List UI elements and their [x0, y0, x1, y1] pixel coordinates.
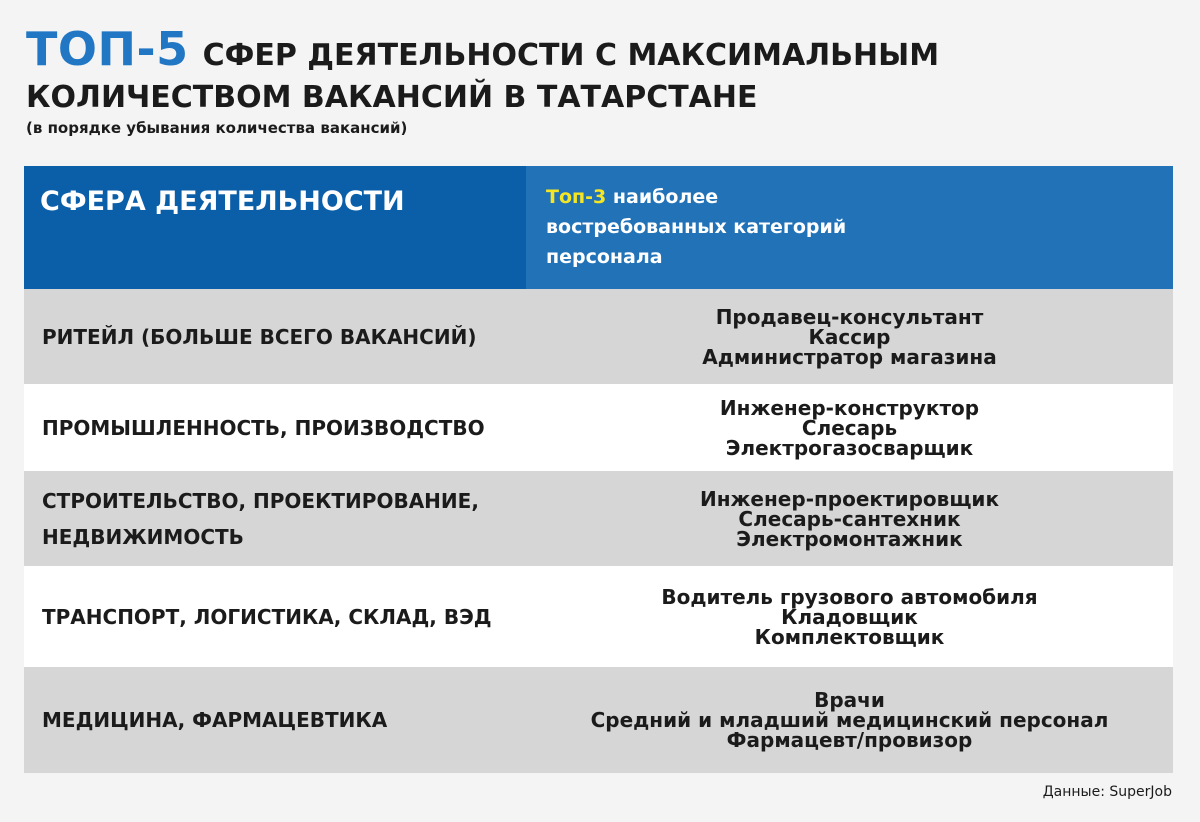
source-credit: Данные: SuperJob [1042, 784, 1172, 800]
job-item: Кладовщик [781, 604, 918, 629]
jobs-cell [526, 584, 1173, 649]
sphere-cell [24, 702, 526, 738]
header-top3-line3: персонала [546, 246, 663, 268]
job-item: Инженер-конструктор [719, 395, 980, 420]
title-line-1: СФЕР ДЕЯТЕЛЬНОСТИ С МАКСИМАЛЬНЫМ [202, 38, 940, 73]
title-line-2: КОЛИЧЕСТВОМ ВАКАНСИЙ В ТАТАРСТАНЕ [26, 80, 758, 115]
job-item: Электрогазосварщик [725, 435, 974, 460]
sphere-cell [24, 319, 526, 355]
job-item: Администратор магазина [702, 344, 997, 369]
job-item: Слесарь-сантехник [738, 506, 961, 531]
job-item: Электромонтажник [736, 526, 963, 551]
sphere-cell [24, 483, 526, 555]
sphere-label: СТРОИТЕЛЬСТВО, ПРОЕКТИРОВАНИЕ, [42, 488, 479, 513]
job-item: Кассир [808, 324, 891, 349]
table-row [24, 471, 1173, 566]
job-item: Врачи [814, 688, 885, 712]
table-row [24, 289, 1173, 384]
table-row [24, 667, 1173, 773]
job-item: Инженер-проектировщик [699, 486, 1000, 511]
header-top3 [526, 166, 1173, 289]
sphere-label: ПРОМЫШЛЕННОСТЬ, ПРОИЗВОДСТВО [42, 415, 485, 440]
sphere-label: МЕДИЦИНА, ФАРМАЦЕВТИКА [42, 708, 388, 732]
sphere-label: РИТЕЙЛ (БОЛЬШЕ ВСЕГО ВАКАНСИЙ) [42, 324, 477, 349]
job-item: Слесарь [801, 415, 898, 440]
table-header [24, 166, 1173, 289]
sphere-cell [24, 599, 526, 635]
job-item: Водитель грузового автомобиля [661, 584, 1038, 609]
sphere-label: ТРАНСПОРТ, ЛОГИСТИКА, СКЛАД, ВЭД [42, 604, 492, 629]
header-top3-line1: наиболее [606, 186, 719, 208]
page-title [26, 22, 939, 76]
jobs-cell [526, 395, 1173, 460]
header-sphere: СФЕРА ДЕЯТЕЛЬНОСТИ [24, 166, 526, 289]
job-item: Продавец-консультант [715, 304, 984, 329]
sphere-label: НЕДВИЖИМОСТЬ [42, 524, 244, 549]
job-item: Комплектовщик [754, 624, 945, 649]
header-top3-highlight: Топ-3 [546, 186, 607, 208]
vacancy-table [24, 166, 1173, 773]
table-row [24, 384, 1173, 471]
header-top3-line2: востребованных категорий [546, 216, 847, 238]
jobs-cell [526, 304, 1173, 369]
jobs-cell [526, 690, 1173, 750]
subtitle: (в порядке убывания количества вакансий) [26, 119, 408, 137]
job-item: Средний и младший медицинский персонал [590, 708, 1109, 732]
sphere-cell [24, 410, 526, 446]
title-top5: ТОП-5 [26, 22, 189, 76]
jobs-cell [526, 486, 1173, 551]
table-row [24, 566, 1173, 667]
job-item: Фармацевт/провизор [726, 728, 973, 752]
